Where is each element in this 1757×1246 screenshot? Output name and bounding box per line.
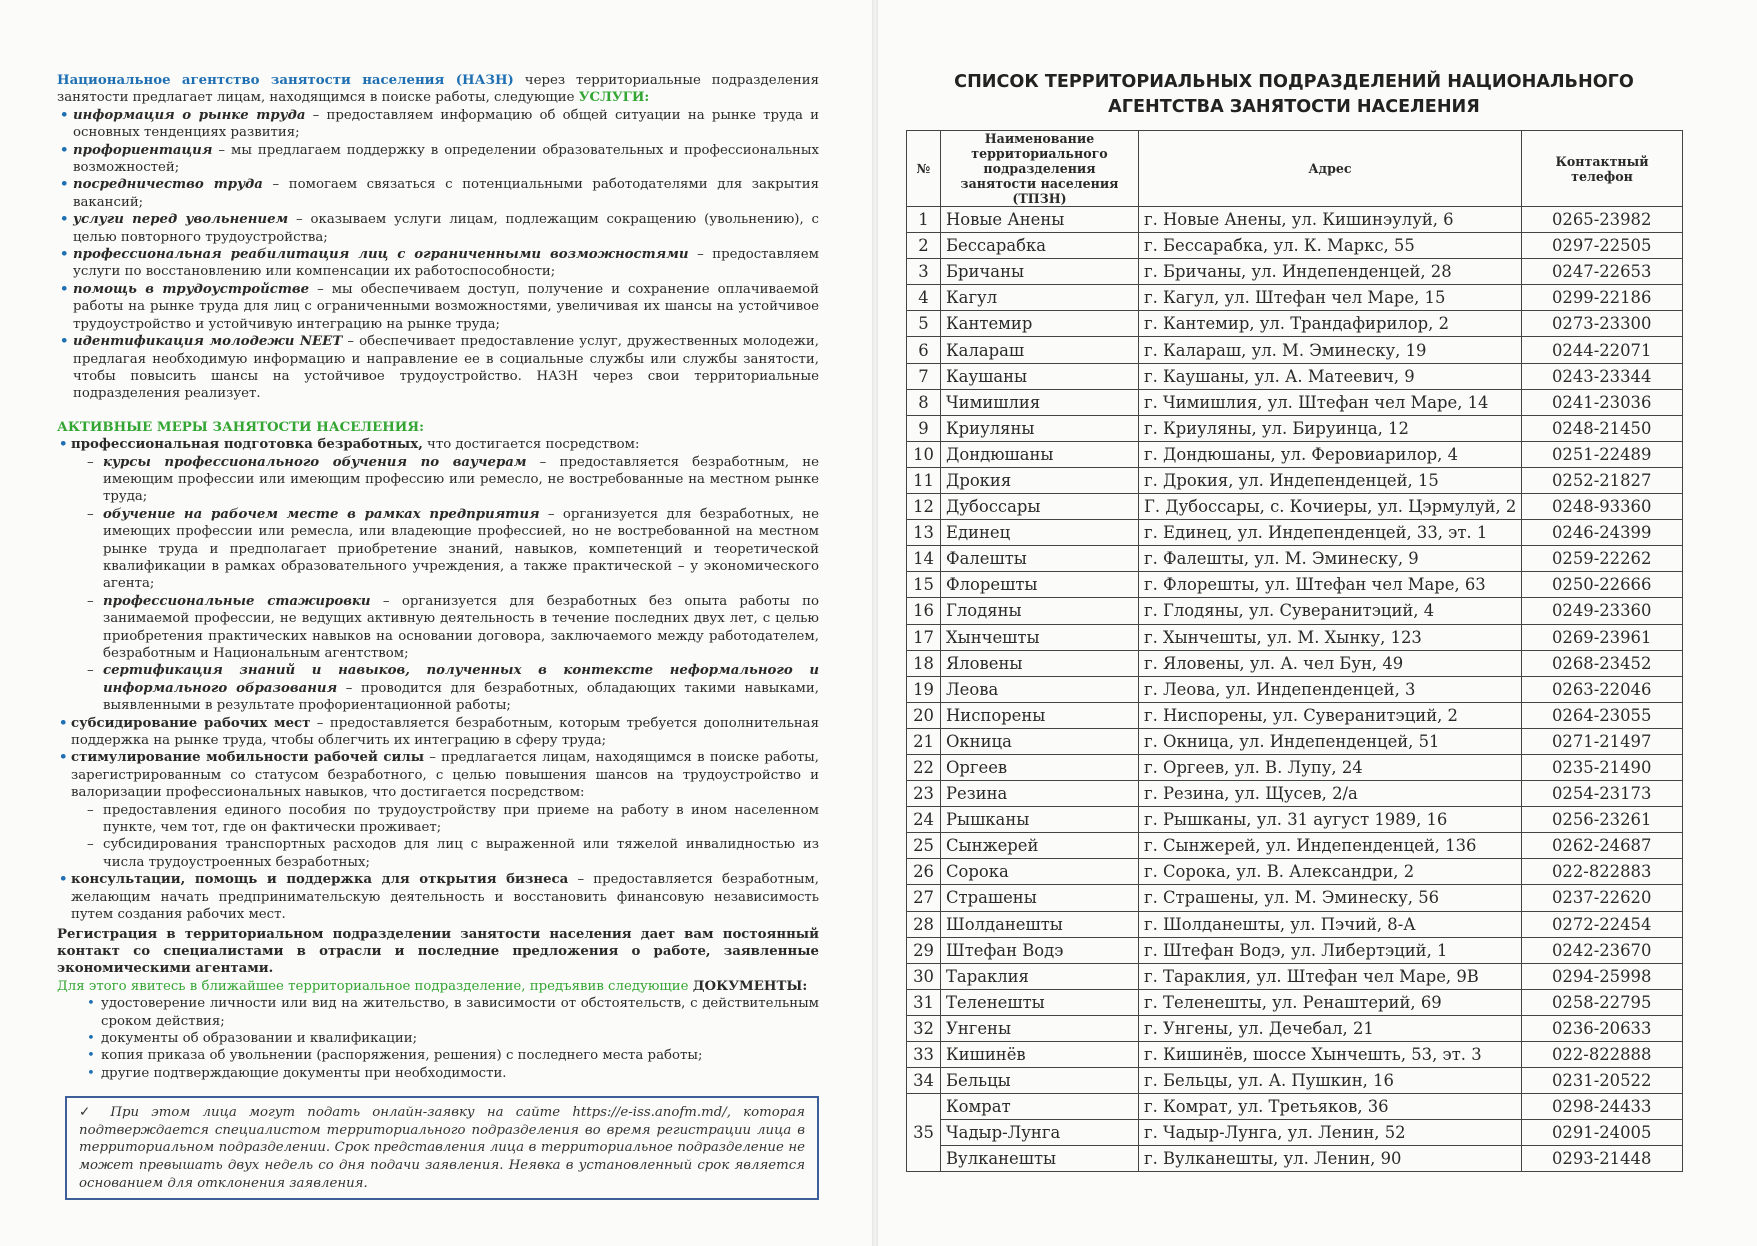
table-cell: 35 bbox=[907, 1094, 941, 1172]
list-item: • профориентация – мы предлагаем поддержку в определении образовательных и профессиональных возможностей; bbox=[57, 142, 819, 177]
table-header-row bbox=[907, 131, 1683, 207]
table-cell: 0297-22505 bbox=[1522, 233, 1683, 259]
table-cell: 0231-20522 bbox=[1522, 1068, 1683, 1094]
table-row bbox=[907, 1042, 1683, 1068]
table-cell: Теленешты bbox=[941, 989, 1139, 1015]
table-cell: г. Ниспорены, ул. Суверанитэций, 2 bbox=[1139, 702, 1522, 728]
table-cell: 0246-24399 bbox=[1522, 520, 1683, 546]
online-application-note: ✓ При этом лица могут подать онлайн-заявку на сайте https://e-iss.anofm.md/, которая подтверждается специалистом территориального подразделения во время регистрации лица в территориальном подразделении. Срок представления лица в территориальное подразделение не может превышать двух недель со дня подачи заявления. Неявка в установленный срок является основанием для отклонения заявления. bbox=[65, 1096, 819, 1200]
column-header: Наименование территориального подразделения занятости населения (ТПЗН) bbox=[941, 131, 1139, 207]
table-row bbox=[907, 807, 1683, 833]
table-row bbox=[907, 859, 1683, 885]
table-cell: г. Единец, ул. Индепенденцей, 33, эт. 1 bbox=[1139, 520, 1522, 546]
table-cell: 28 bbox=[907, 911, 941, 937]
table-row bbox=[907, 754, 1683, 780]
table-cell: г. Оргеев, ул. В. Лупу, 24 bbox=[1139, 754, 1522, 780]
table-cell: 22 bbox=[907, 754, 941, 780]
table-cell: Штефан Водэ bbox=[941, 937, 1139, 963]
table-cell: 18 bbox=[907, 650, 941, 676]
table-cell: 9 bbox=[907, 415, 941, 441]
table-cell: 0263-22046 bbox=[1522, 676, 1683, 702]
table-cell: Единец bbox=[941, 520, 1139, 546]
table-cell: 0258-22795 bbox=[1522, 989, 1683, 1015]
table-cell: г. Сорока, ул. В. Александри, 2 bbox=[1139, 859, 1522, 885]
table-cell: 0272-22454 bbox=[1522, 911, 1683, 937]
table-cell: 0269-23961 bbox=[1522, 624, 1683, 650]
table-cell: 0236-20633 bbox=[1522, 1015, 1683, 1041]
table-row bbox=[907, 1068, 1683, 1094]
table-cell: 20 bbox=[907, 702, 941, 728]
list-item: • помощь в трудоустройстве – мы обеспечиваем доступ, получение и сохранение оплачиваемой работы на рынке труда для лиц с ограниченными возможностями, увеличивая их шансы на устойчивое трудоустройство и устойчивую интеграцию на рынке труда; bbox=[57, 281, 819, 333]
table-cell: Чадыр-Лунга bbox=[941, 1120, 1139, 1146]
active-measures-heading: АКТИВНЫЕ МЕРЫ ЗАНЯТОСТИ НАСЕЛЕНИЯ: bbox=[57, 419, 425, 435]
table-cell: Кишинёв bbox=[941, 1042, 1139, 1068]
table-cell: 0248-21450 bbox=[1522, 415, 1683, 441]
list-item: – субсидирования транспортных расходов для лиц с выраженной или тяжелой инвалидностью из числа трудоустроенных безработных; bbox=[87, 836, 819, 871]
documents-lead: Для этого явитесь в ближайшее территориальное подразделение, предъявив следующие ДОКУМЕНТЫ: bbox=[57, 978, 808, 994]
table-cell: 26 bbox=[907, 859, 941, 885]
table-cell: Тараклия bbox=[941, 963, 1139, 989]
table-cell: 022-822888 bbox=[1522, 1042, 1683, 1068]
table-cell: 0293-21448 bbox=[1522, 1146, 1683, 1172]
table-cell: Г. Дубоссары, с. Кочиеры, ул. Цэрмулуй, 2 bbox=[1139, 494, 1522, 520]
table-cell: Резина bbox=[941, 781, 1139, 807]
table-cell: 0265-23982 bbox=[1522, 207, 1683, 233]
list-item: • профессиональная подготовка безработных, что достигается посредством: – курсы профессионального обучения по ваучерам – предоставляется безработным, не имеющим профессии или имеющим профессию или ремесло, не востребованные на местном рынке труда; – обучение на рабочем месте в рамках предприятия – организуется для безработных, не имеющих профессии или ремесла, или владеющие профессией, но не востребованной на местном рынке труда и предполагает приобретение знаний, навыков, компетенций и теоретической квалификации в рамках образовательного учреждения, а также практической – у экономического агента; – профессиональные стажировки – организуется для безработных без опыта работы по занимаемой профессии, не ведущих активную деятельность в течение последних двух лет, с целью приобретения практических навыков на основании договора, заключаемого между работодателем, безработным и Национальным агентством; – сертификация знаний и навыков, полученных в контексте неформального и информального образования – проводится для безработных, обладающих такими навыками, выявленными в результате профориентационной работы; bbox=[57, 436, 819, 715]
table-cell: г. Калараш, ул. М. Эминеску, 19 bbox=[1139, 337, 1522, 363]
table-cell: Каушаны bbox=[941, 363, 1139, 389]
column-header: Контактный телефон bbox=[1522, 131, 1683, 207]
table-cell: Оргеев bbox=[941, 754, 1139, 780]
table-cell: 17 bbox=[907, 624, 941, 650]
table-row bbox=[907, 520, 1683, 546]
table-cell: 0299-22186 bbox=[1522, 285, 1683, 311]
table-row bbox=[907, 311, 1683, 337]
table-cell: Чимишлия bbox=[941, 389, 1139, 415]
table-cell: 0254-23173 bbox=[1522, 781, 1683, 807]
table-row bbox=[907, 937, 1683, 963]
list-item: – сертификация знаний и навыков, полученных в контексте неформального и информального образования – проводится для безработных, обладающих такими навыками, выявленными в результате профориентационной работы; bbox=[87, 662, 819, 714]
table-row bbox=[907, 572, 1683, 598]
table-cell: Комрат bbox=[941, 1094, 1139, 1120]
table-row bbox=[907, 337, 1683, 363]
table-cell: Сынжерей bbox=[941, 833, 1139, 859]
table-cell: 11 bbox=[907, 467, 941, 493]
table-cell: 30 bbox=[907, 963, 941, 989]
table-row bbox=[907, 546, 1683, 572]
table-cell: 4 bbox=[907, 285, 941, 311]
table-cell: Бричаны bbox=[941, 259, 1139, 285]
table-cell: г. Кантемир, ул. Трандафирилор, 2 bbox=[1139, 311, 1522, 337]
table-cell: 31 bbox=[907, 989, 941, 1015]
table-cell: г. Резина, ул. Щусев, 2/а bbox=[1139, 781, 1522, 807]
list-item: • информация о рынке труда – предоставляем информацию об общей ситуации на рынке труда и основных тенденциях развития; bbox=[57, 107, 819, 142]
table-cell: 0250-22666 bbox=[1522, 572, 1683, 598]
table-cell: 16 bbox=[907, 598, 941, 624]
list-item: • услуги перед увольнением – оказываем услуги лицам, подлежащим сокращению (увольнению), с целью повторного трудоустройства; bbox=[57, 211, 819, 246]
table-cell: г. Хынчешты, ул. М. Хынку, 123 bbox=[1139, 624, 1522, 650]
table-cell: 0252-21827 bbox=[1522, 467, 1683, 493]
list-item: • документы об образовании и квалификации; bbox=[57, 1030, 819, 1047]
table-cell: 022-822883 bbox=[1522, 859, 1683, 885]
table-cell: г. Теленешты, ул. Ренаштерий, 69 bbox=[1139, 989, 1522, 1015]
table-cell: 0237-22620 bbox=[1522, 885, 1683, 911]
table-cell: г. Флорешты, ул. Штефан чел Маре, 63 bbox=[1139, 572, 1522, 598]
table-cell: г. Фалешты, ул. М. Эминеску, 9 bbox=[1139, 546, 1522, 572]
table-row bbox=[907, 989, 1683, 1015]
table-cell: г. Дондюшаны, ул. Феровиарилор, 4 bbox=[1139, 441, 1522, 467]
table-cell: 25 bbox=[907, 833, 941, 859]
table-cell: Кагул bbox=[941, 285, 1139, 311]
table-row bbox=[907, 467, 1683, 493]
table-cell: Яловены bbox=[941, 650, 1139, 676]
table-cell: г. Тараклия, ул. Штефан чел Маре, 9В bbox=[1139, 963, 1522, 989]
table-cell: 14 bbox=[907, 546, 941, 572]
table-cell: 34 bbox=[907, 1068, 941, 1094]
table-cell: Окница bbox=[941, 728, 1139, 754]
table-row bbox=[907, 363, 1683, 389]
table-cell: г. Шолданешты, ул. Пэчий, 8-А bbox=[1139, 911, 1522, 937]
table-cell: 27 bbox=[907, 885, 941, 911]
table-row bbox=[907, 389, 1683, 415]
table-cell: 8 bbox=[907, 389, 941, 415]
table-cell: Калараш bbox=[941, 337, 1139, 363]
table-cell: Криуляны bbox=[941, 415, 1139, 441]
table-row bbox=[907, 1015, 1683, 1041]
table-row bbox=[907, 1120, 1683, 1146]
table-cell: г. Глодяны, ул. Суверанитэций, 4 bbox=[1139, 598, 1522, 624]
table-cell: г. Окница, ул. Индепенденцей, 51 bbox=[1139, 728, 1522, 754]
table-cell: 24 bbox=[907, 807, 941, 833]
table-row bbox=[907, 207, 1683, 233]
table-row bbox=[907, 598, 1683, 624]
list-item: • стимулирование мобильности рабочей силы – предлагается лицам, находящимся в поиске работы, зарегистрированным со статусом безработного, с целью повышения шансов на трудоустройство и валоризации профессиональных навыков, что достигается посредством: – предоставления единого пособия по трудоустройству при приеме на работу в ином населенном пункте, чем тот, где он фактически проживает; – субсидирования транспортных расходов для лиц с выраженной или тяжелой инвалидностью из числа трудоустроенных безработных; bbox=[57, 749, 819, 871]
table-cell: 0294-25998 bbox=[1522, 963, 1683, 989]
measures-list bbox=[57, 436, 819, 923]
table-cell: Бессарабка bbox=[941, 233, 1139, 259]
page-fold bbox=[872, 0, 878, 1246]
table-cell: 32 bbox=[907, 1015, 941, 1041]
table-cell: г. Чимишлия, ул. Штефан чел Маре, 14 bbox=[1139, 389, 1522, 415]
check-icon: ✓ bbox=[79, 1105, 99, 1121]
list-item: • идентификация молодежи NEET – обеспечивает предоставление услуг, дружественных молодежи, предлагая необходимую информацию и направление ее в социальные службы или службы занятости, чтобы повысить шансы на устойчивое трудоустройство. НАЗН через свои территориальные подразделения реализует. bbox=[57, 333, 819, 403]
table-cell: г. Унгены, ул. Дечебал, 21 bbox=[1139, 1015, 1522, 1041]
table-cell: 0248-93360 bbox=[1522, 494, 1683, 520]
table-cell: г. Дрокия, ул. Индепенденцей, 15 bbox=[1139, 467, 1522, 493]
table-row bbox=[907, 676, 1683, 702]
table-cell: 0268-23452 bbox=[1522, 650, 1683, 676]
table-cell: г. Сынжерей, ул. Индепенденцей, 136 bbox=[1139, 833, 1522, 859]
table-cell: 19 bbox=[907, 676, 941, 702]
table-cell: 0249-23360 bbox=[1522, 598, 1683, 624]
table-cell: Бельцы bbox=[941, 1068, 1139, 1094]
table-row bbox=[907, 885, 1683, 911]
table-row bbox=[907, 285, 1683, 311]
offices-table bbox=[906, 130, 1683, 1172]
table-cell: Рышканы bbox=[941, 807, 1139, 833]
table-cell: г. Штефан Водэ, ул. Либертэций, 1 bbox=[1139, 937, 1522, 963]
table-cell: 29 bbox=[907, 937, 941, 963]
table-cell: г. Новые Анены, ул. Кишинэулуй, 6 bbox=[1139, 207, 1522, 233]
table-row bbox=[907, 1094, 1683, 1120]
table-cell: Флорешты bbox=[941, 572, 1139, 598]
table-row bbox=[907, 259, 1683, 285]
table-cell: 6 bbox=[907, 337, 941, 363]
table-row bbox=[907, 963, 1683, 989]
table-cell: 23 bbox=[907, 781, 941, 807]
table-cell: г. Леова, ул. Индепенденцей, 3 bbox=[1139, 676, 1522, 702]
table-row bbox=[907, 911, 1683, 937]
table-cell: 0259-22262 bbox=[1522, 546, 1683, 572]
table-cell: 0251-22489 bbox=[1522, 441, 1683, 467]
table-cell: г. Чадыр-Лунга, ул. Ленин, 52 bbox=[1139, 1120, 1522, 1146]
table-cell: 0271-21497 bbox=[1522, 728, 1683, 754]
table-row bbox=[907, 650, 1683, 676]
table-cell: 21 bbox=[907, 728, 941, 754]
table-row bbox=[907, 624, 1683, 650]
table-cell: Вулканешты bbox=[941, 1146, 1139, 1172]
list-item: • профессиональная реабилитация лиц с ограниченными возможностями – предоставляем услуги по восстановлению или компенсации их работоспособности; bbox=[57, 246, 819, 281]
sub-list bbox=[87, 454, 819, 715]
table-cell: 0243-23344 bbox=[1522, 363, 1683, 389]
table-cell: г. Рышканы, ул. 31 аугуст 1989, 16 bbox=[1139, 807, 1522, 833]
intro-paragraph: Национальное агентство занятости населения (НАЗН) через территориальные подразделения занятости предлагает лицам, находящимся в поиске работы, следующие УСЛУГИ: bbox=[57, 73, 819, 106]
list-item: • копия приказа об увольнении (распоряжения, решения) с последнего места работы; bbox=[57, 1047, 819, 1064]
list-item: • другие подтверждающие документы при необходимости. bbox=[57, 1065, 819, 1082]
sub-list bbox=[87, 802, 819, 872]
column-header: № bbox=[907, 131, 941, 207]
table-cell: 0235-21490 bbox=[1522, 754, 1683, 780]
table-cell: 0262-24687 bbox=[1522, 833, 1683, 859]
table-cell: Хынчешты bbox=[941, 624, 1139, 650]
services-page bbox=[57, 72, 819, 1200]
table-cell: г. Яловены, ул. А. чел Бун, 49 bbox=[1139, 650, 1522, 676]
table-row bbox=[907, 1146, 1683, 1172]
table-cell: 0273-23300 bbox=[1522, 311, 1683, 337]
table-cell: Кантемир bbox=[941, 311, 1139, 337]
table-cell: Сорока bbox=[941, 859, 1139, 885]
list-item: • удостоверение личности или вид на жительство, в зависимости от обстоятельств, с действительным сроком действия; bbox=[57, 995, 819, 1030]
table-cell: Шолданешты bbox=[941, 911, 1139, 937]
table-cell: г. Вулканешты, ул. Ленин, 90 bbox=[1139, 1146, 1522, 1172]
table-row bbox=[907, 441, 1683, 467]
table-cell: г. Кагул, ул. Штефан чел Маре, 15 bbox=[1139, 285, 1522, 311]
documents-list bbox=[57, 995, 819, 1082]
table-cell: Глодяны bbox=[941, 598, 1139, 624]
table-cell: 0291-24005 bbox=[1522, 1120, 1683, 1146]
table-cell: 0242-23670 bbox=[1522, 937, 1683, 963]
table-cell: 0298-24433 bbox=[1522, 1094, 1683, 1120]
table-cell: 5 bbox=[907, 311, 941, 337]
column-header: Адрес bbox=[1139, 131, 1522, 207]
table-cell: Дрокия bbox=[941, 467, 1139, 493]
table-row bbox=[907, 233, 1683, 259]
table-cell: 15 bbox=[907, 572, 941, 598]
list-item: – обучение на рабочем месте в рамках предприятия – организуется для безработных, не имеющих профессии или ремесла, или владеющие профессией, но не востребованной на местном рынке труда и предполагает приобретение знаний, навыков, компетенций и теоретической квалификации в рамках образовательного учреждения, а также практической – у экономического агента; bbox=[87, 506, 819, 593]
page-title: СПИСОК ТЕРРИТОРИАЛЬНЫХ ПОДРАЗДЕЛЕНИЙ НАЦИОНАЛЬНОГО АГЕНТСТВА ЗАНЯТОСТИ НАСЕЛЕНИЯ bbox=[954, 72, 1634, 117]
table-cell: 0264-23055 bbox=[1522, 702, 1683, 728]
table-cell: г. Страшены, ул. М. Эминеску, 56 bbox=[1139, 885, 1522, 911]
table-cell: Унгены bbox=[941, 1015, 1139, 1041]
table-cell: г. Каушаны, ул. А. Матеевич, 9 bbox=[1139, 363, 1522, 389]
table-cell: г. Бричаны, ул. Индепенденцей, 28 bbox=[1139, 259, 1522, 285]
table-cell: 13 bbox=[907, 520, 941, 546]
table-cell: 12 bbox=[907, 494, 941, 520]
table-cell: Новые Анены bbox=[941, 207, 1139, 233]
table-cell: Дубоссары bbox=[941, 494, 1139, 520]
table-cell: г. Кишинёв, шоссе Хынчешть, 53, эт. 3 bbox=[1139, 1042, 1522, 1068]
table-cell: 0256-23261 bbox=[1522, 807, 1683, 833]
table-cell: г. Комрат, ул. Третьяков, 36 bbox=[1139, 1094, 1522, 1120]
list-item: • субсидирование рабочих мест – предоставляется безработным, которым требуется дополнительная поддержка на рынке труда, чтобы облегчить их интеграцию в сферу труда; bbox=[57, 715, 819, 750]
table-cell: Страшены bbox=[941, 885, 1139, 911]
list-item: • консультации, помощь и поддержка для открытия бизнеса – предоставляется безработным, желающим начать предпринимательскую деятельность и восстановить финансовую независимость путем создания рабочих мест. bbox=[57, 871, 819, 923]
services-list bbox=[57, 107, 819, 403]
table-cell: Фалешты bbox=[941, 546, 1139, 572]
list-item: • посредничество труда – помогаем связаться с потенциальными работодателями для закрытия вакансий; bbox=[57, 176, 819, 211]
table-cell: 0244-22071 bbox=[1522, 337, 1683, 363]
table-cell: 0241-23036 bbox=[1522, 389, 1683, 415]
table-cell: 3 bbox=[907, 259, 941, 285]
table-row bbox=[907, 494, 1683, 520]
table-cell: Ниспорены bbox=[941, 702, 1139, 728]
table-cell: г. Бессарабка, ул. К. Маркс, 55 bbox=[1139, 233, 1522, 259]
table-row bbox=[907, 833, 1683, 859]
table-row bbox=[907, 415, 1683, 441]
list-item: – предоставления единого пособия по трудоустройству при приеме на работу в ином населенном пункте, чем тот, где он фактически проживает; bbox=[87, 802, 819, 837]
table-cell: 1 bbox=[907, 207, 941, 233]
table-row bbox=[907, 702, 1683, 728]
offices-page bbox=[906, 70, 1682, 1172]
table-cell: Леова bbox=[941, 676, 1139, 702]
table-cell: Дондюшаны bbox=[941, 441, 1139, 467]
table-cell: г. Криуляны, ул. Бируинца, 12 bbox=[1139, 415, 1522, 441]
table-cell: 2 bbox=[907, 233, 941, 259]
table-cell: 0247-22653 bbox=[1522, 259, 1683, 285]
table-cell: 33 bbox=[907, 1042, 941, 1068]
offices-table-body bbox=[907, 207, 1683, 1172]
table-row bbox=[907, 728, 1683, 754]
list-item: – профессиональные стажировки – организуется для безработных без опыта работы по занимаемой профессии, не ведущих активную деятельность в течение последних двух лет, с целью приобретения практических навыков на основании договора, заключаемого между работодателем, безработным и Национальным агентством; bbox=[87, 593, 819, 663]
table-cell: 7 bbox=[907, 363, 941, 389]
registration-note: Регистрация в территориальном подразделении занятости населения дает вам постоянный контакт со специалистами в отрасли и последние предложения о работе, заявленные экономическими агентами. bbox=[57, 926, 819, 977]
table-row bbox=[907, 781, 1683, 807]
table-cell: 10 bbox=[907, 441, 941, 467]
table-cell: г. Бельцы, ул. А. Пушкин, 16 bbox=[1139, 1068, 1522, 1094]
list-item: – курсы профессионального обучения по ваучерам – предоставляется безработным, не имеющим профессии или имеющим профессию или ремесло, не востребованные на местном рынке труда; bbox=[87, 454, 819, 506]
